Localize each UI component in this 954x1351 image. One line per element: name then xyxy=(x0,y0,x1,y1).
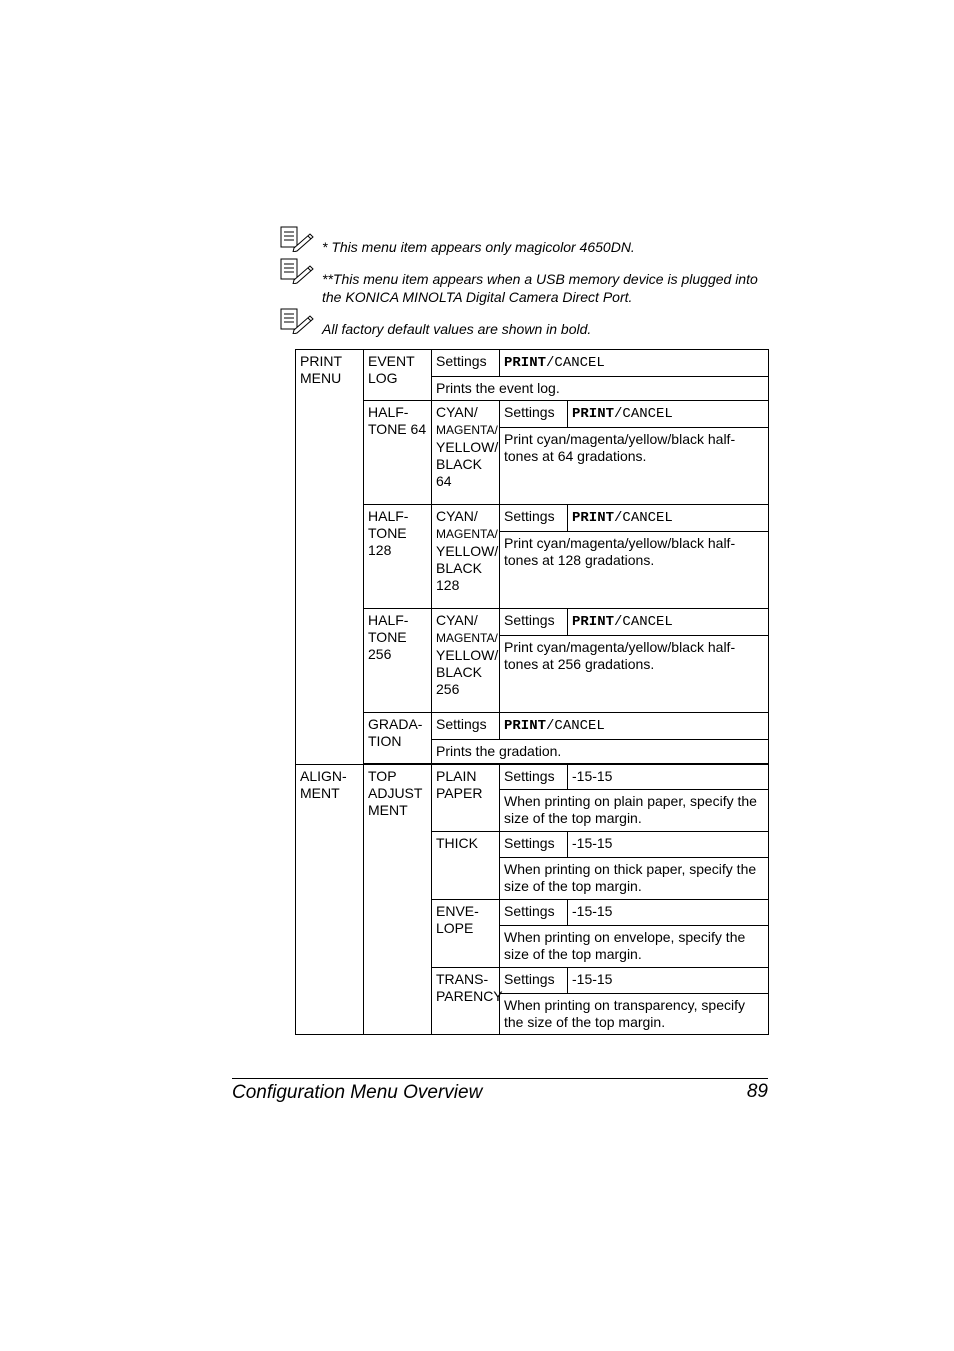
table-row xyxy=(296,401,769,428)
note-text: **This menu item appears when a USB memory device is plugged into the KONICA MINOLTA Digital Camera Direct Port. xyxy=(322,271,758,305)
settings-value xyxy=(568,401,769,428)
option-value: /CANCEL xyxy=(614,406,673,422)
subitem-line: MAGENTA/ xyxy=(436,423,498,437)
subitem-cmyk-256 xyxy=(432,609,500,713)
page-number: 89 xyxy=(746,1081,768,1102)
note-text: * This menu item appears only magicolor 4650DN. xyxy=(322,239,635,255)
description: When printing on thick paper, specify the size of the top margin. xyxy=(500,858,769,900)
option-value: /CANCEL xyxy=(546,718,605,734)
settings-label: Settings xyxy=(500,765,568,790)
description: When printing on plain paper, specify the size of the top margin. xyxy=(500,790,769,832)
settings-label: Settings xyxy=(432,713,500,740)
description: Print cyan/magenta/yellow/black half- tones at 128 gradations. xyxy=(500,532,769,609)
subitem-plain-paper: PLAIN PAPER xyxy=(432,765,500,832)
note-pencil-icon xyxy=(280,308,314,334)
subitem-line: MAGENTA/ xyxy=(436,527,498,541)
config-menu-table xyxy=(295,349,769,1035)
subitem-line: CYAN/ xyxy=(436,612,478,628)
menu-alignment: ALIGN- MENT xyxy=(296,765,364,1035)
default-value: PRINT xyxy=(504,355,547,371)
settings-value: -15-15 xyxy=(568,832,769,858)
note-pencil-icon xyxy=(280,226,314,252)
subitem-line: YELLOW/ BLACK 128 xyxy=(436,543,499,593)
settings-label: Settings xyxy=(500,900,568,926)
item-top-adjustment: TOP ADJUST MENT xyxy=(364,765,432,1035)
description: When printing on transparency, specify the size of the top margin. xyxy=(500,994,769,1035)
settings-value: -15-15 xyxy=(568,900,769,926)
settings-label: Settings xyxy=(500,401,568,428)
default-value: PRINT xyxy=(504,718,547,734)
settings-label: Settings xyxy=(500,609,568,636)
settings-value xyxy=(568,609,769,636)
description: When printing on envelope, specify the size of the top margin. xyxy=(500,926,769,968)
default-value: PRINT xyxy=(572,614,615,630)
description: Prints the gradation. xyxy=(432,740,769,764)
settings-value: -15-15 xyxy=(568,968,769,994)
footer-section-title: Configuration Menu Overview xyxy=(232,1082,483,1103)
table-row xyxy=(296,713,769,740)
description: Prints the event log. xyxy=(432,377,769,401)
subitem-line: CYAN/ xyxy=(436,508,478,524)
note-text: All factory default values are shown in bold. xyxy=(322,321,592,337)
settings-label: Settings xyxy=(500,968,568,994)
table-row xyxy=(296,350,769,377)
subitem-cmyk-128 xyxy=(432,505,500,609)
settings-value xyxy=(568,505,769,532)
table-row xyxy=(296,609,769,636)
item-halftone-256: HALF- TONE 256 xyxy=(364,609,432,713)
table-row xyxy=(296,765,769,790)
item-event-log: EVENT LOG xyxy=(364,350,432,401)
default-value: PRINT xyxy=(572,406,615,422)
table-row xyxy=(296,505,769,532)
option-value: /CANCEL xyxy=(614,614,673,630)
settings-label: Settings xyxy=(500,505,568,532)
subitem-line: YELLOW/ BLACK 64 xyxy=(436,439,499,489)
description: Print cyan/magenta/yellow/black half- tones at 256 gradations. xyxy=(500,636,769,713)
subitem-cmyk-64 xyxy=(432,401,500,505)
menu-print-menu: PRINT MENU xyxy=(296,350,364,765)
item-gradation: GRADA- TION xyxy=(364,713,432,764)
settings-value xyxy=(500,713,769,740)
settings-label: Settings xyxy=(432,350,500,377)
settings-value: -15-15 xyxy=(568,765,769,790)
item-halftone-128: HALF- TONE 128 xyxy=(364,505,432,609)
default-value: PRINT xyxy=(572,510,615,526)
option-value: /CANCEL xyxy=(614,510,673,526)
subitem-line: YELLOW/ BLACK 256 xyxy=(436,647,499,697)
subitem-line: CYAN/ xyxy=(436,404,478,420)
item-halftone-64: HALF- TONE 64 xyxy=(364,401,432,505)
footer-divider xyxy=(232,1078,768,1079)
settings-value xyxy=(500,350,769,377)
description: Print cyan/magenta/yellow/black half- tones at 64 gradations. xyxy=(500,428,769,505)
subitem-line: MAGENTA/ xyxy=(436,631,498,645)
subitem-thick: THICK xyxy=(432,832,500,900)
option-value: /CANCEL xyxy=(546,355,605,371)
note-pencil-icon xyxy=(280,258,314,284)
subitem-envelope: ENVE- LOPE xyxy=(432,900,500,968)
subitem-transparency: TRANS- PARENCY xyxy=(432,968,500,1035)
settings-label: Settings xyxy=(500,832,568,858)
